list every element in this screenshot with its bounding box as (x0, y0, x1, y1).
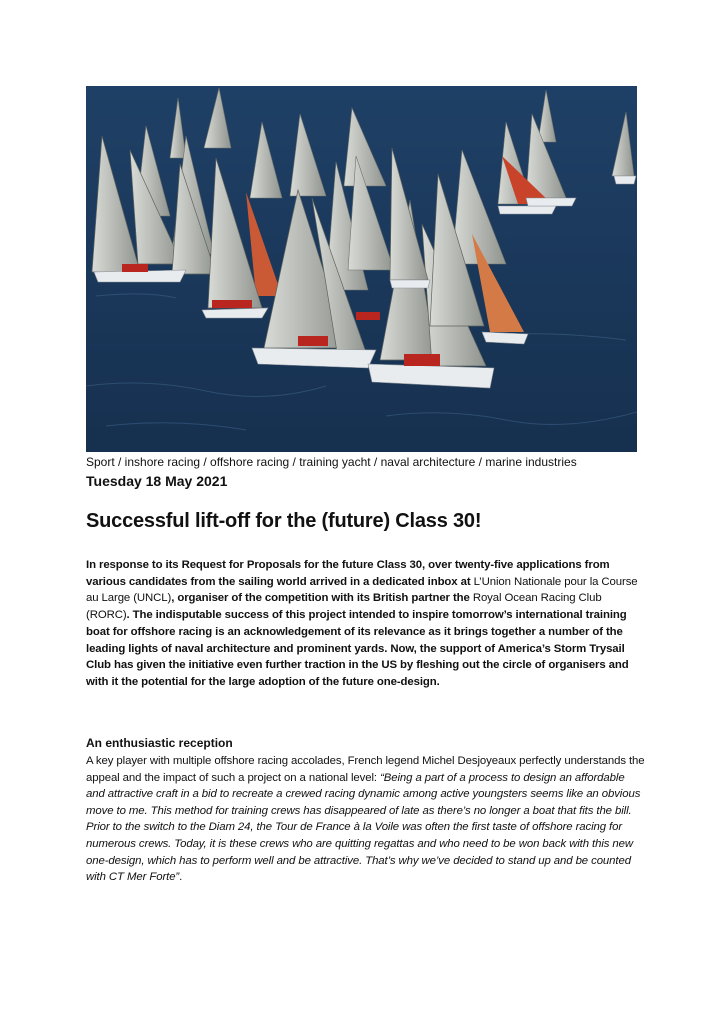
body-end: . (179, 871, 183, 884)
photo-caption: Sport / inshore racing / offshore racing / training yacht / naval architecture / marine industries (86, 455, 577, 469)
lead-text-1: In response to its Request for Proposals for the future Class 30, over twenty-five applications from various candidates from the sailing world arrived in a dedicated inbox at (86, 559, 610, 588)
body-intro: A key player with multiple offshore racing accolades, French legend Michel Desjoyeaux perfectly understands the appeal and the impact of such a project on a national level: (86, 755, 645, 784)
lead-paragraph (86, 557, 646, 691)
article-headline: Successful lift-off for the (future) Class 30! (86, 510, 482, 532)
desjoyeaux-quote: “Being a part of a process to design an affordable and attractive craft in a bid to recreate a crewed racing dynamic among active youngsters seems like an obvious move to me. This method for training crews has disappeared of late as there’s no longer a boat that fits the bill. Prior to the switch to the Diam 24, the Tour de France à la Voile was often the first taste of offshore racing for numerous crews. Today, it is these crews who are quitting regattas and who need to be won back with this new one-design, which has to perform well and be attractive. That’s why we’ve decided to stand up and be counted with CT Mer Forte” (86, 771, 641, 884)
publication-date: Tuesday 18 May 2021 (86, 473, 228, 489)
body-paragraph (86, 753, 646, 886)
uncl-name: L’Union Nationale pour la Course au Large (UNCL) (86, 575, 638, 605)
sailing-regatta-photo (86, 86, 637, 452)
section-heading: An enthusiastic reception (86, 736, 233, 750)
rorc-name: Royal Ocean Racing Club (RORC) (86, 592, 602, 622)
regatta-photo (86, 86, 637, 452)
lead-text-2: , organiser of the competition with its British partner the (171, 592, 473, 605)
lead-text-3: . The indisputable success of this project intended to inspire tomorrow’s international training boat for offshore racing is an acknowledgement of its relevance as it brings together a number of the leading lights of naval architecture and prominent yards. Now, the support of America’s Storm Trysail Club has given the initiative even further traction in the US by fleshing out the circle of organisers and with it the potential for the large adoption of the future one-design. (86, 609, 629, 688)
